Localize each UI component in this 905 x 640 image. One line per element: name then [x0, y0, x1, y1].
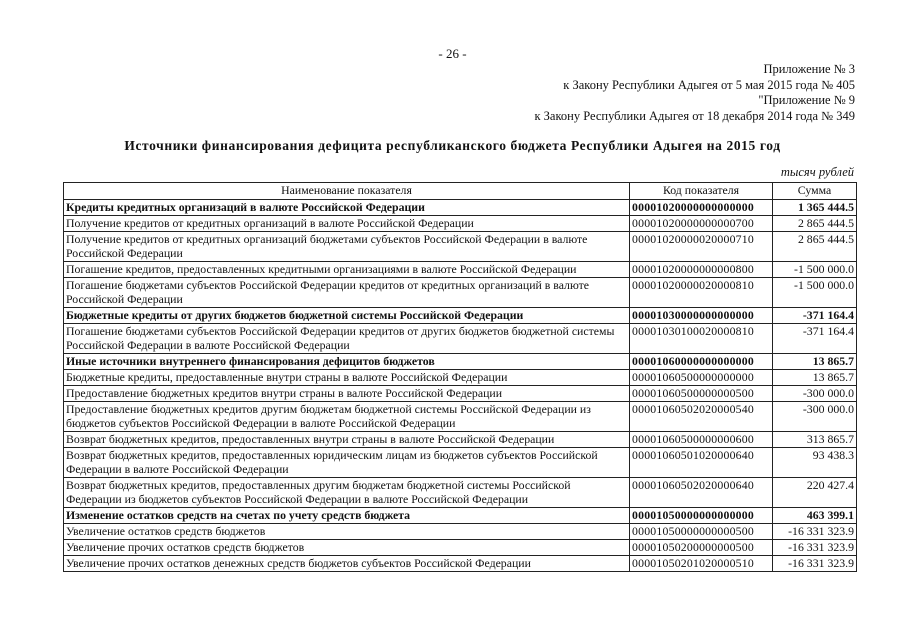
page-number: - 26 -: [438, 46, 467, 61]
cell-code: 00001060500000000500: [630, 386, 773, 402]
cell-name: Получение кредитов от кредитных организаций бюджетами субъектов Российской Федерации в валюте Российской Федерации: [64, 232, 630, 262]
cell-name: Получение кредитов от кредитных организаций в валюте Российской Федерации: [64, 216, 630, 232]
table-row: [64, 432, 857, 448]
table-row: [64, 540, 857, 556]
cell-code: 00001060502020000640: [630, 478, 773, 508]
cell-code: 00001020000000000700: [630, 216, 773, 232]
cell-sum: -16 331 323.9: [773, 540, 857, 556]
table-row: [64, 262, 857, 278]
cell-code: 00001060000000000000: [630, 354, 773, 370]
cell-sum: 463 399.1: [773, 508, 857, 524]
header-name: Наименование показателя: [64, 183, 630, 200]
cell-sum: 313 865.7: [773, 432, 857, 448]
table-row: [64, 200, 857, 216]
cell-code: 00001060502020000540: [630, 402, 773, 432]
cell-sum: 1 365 444.5: [773, 200, 857, 216]
cell-code: 00001060501020000640: [630, 448, 773, 478]
cell-name: Бюджетные кредиты, предоставленные внутри страны в валюте Российской Федерации: [64, 370, 630, 386]
table-row: [64, 232, 857, 262]
table-row: [64, 524, 857, 540]
cell-sum: -371 164.4: [773, 324, 857, 354]
cell-name: Погашение бюджетами субъектов Российской Федерации кредитов от других бюджетов бюджетной системы Российской Федерации в валюте Российской Федерации: [64, 324, 630, 354]
cell-sum: 93 438.3: [773, 448, 857, 478]
cell-sum: -1 500 000.0: [773, 262, 857, 278]
cell-name: Возврат бюджетных кредитов, предоставленных юридическим лицам из бюджетов субъектов Российской Федерации в валюте Российской Федерации: [64, 448, 630, 478]
table-row: [64, 508, 857, 524]
cell-name: Погашение кредитов, предоставленных кредитными организациями в валюте Российской Федерации: [64, 262, 630, 278]
table-row: [64, 556, 857, 572]
appendix-line: "Приложение № 9: [758, 93, 855, 107]
cell-sum: -300 000.0: [773, 402, 857, 432]
budget-table: [63, 182, 857, 572]
table-row: [64, 478, 857, 508]
cell-sum: -16 331 323.9: [773, 524, 857, 540]
cell-code: 00001030000000000000: [630, 308, 773, 324]
table-header-row: [64, 183, 857, 200]
cell-sum: -300 000.0: [773, 386, 857, 402]
appendix-line: к Закону Республики Адыгея от 5 мая 2015 года № 405: [563, 77, 855, 92]
document-title: Источники финансирования дефицита республиканского бюджета Республики Адыгея на 2015 год: [124, 138, 781, 153]
cell-sum: 13 865.7: [773, 354, 857, 370]
cell-name: Возврат бюджетных кредитов, предоставленных внутри страны в валюте Российской Федерации: [64, 432, 630, 448]
cell-name: Увеличение прочих остатков денежных средств бюджетов субъектов Российской Федерации: [64, 556, 630, 572]
table-row: [64, 278, 857, 308]
cell-name: Бюджетные кредиты от других бюджетов бюджетной системы Российской Федерации: [64, 308, 630, 324]
appendix-line: к Закону Республики Адыгея от 18 декабря 2014 года № 349: [534, 108, 855, 123]
cell-code: 00001030100020000810: [630, 324, 773, 354]
cell-code: 00001060500000000000: [630, 370, 773, 386]
cell-name: Увеличение остатков средств бюджетов: [64, 524, 630, 540]
cell-sum: -16 331 323.9: [773, 556, 857, 572]
table-row: [64, 448, 857, 478]
cell-code: 00001050000000000000: [630, 508, 773, 524]
cell-name: Предоставление бюджетных кредитов внутри страны в валюте Российской Федерации: [64, 386, 630, 402]
table-row: [64, 324, 857, 354]
cell-code: 00001020000000000800: [630, 262, 773, 278]
header-sum: Сумма: [773, 183, 857, 200]
cell-name: Кредиты кредитных организаций в валюте Российской Федерации: [64, 200, 630, 216]
cell-code: 00001020000000000000: [630, 200, 773, 216]
cell-sum: 13 865.7: [773, 370, 857, 386]
cell-sum: -1 500 000.0: [773, 278, 857, 308]
table-row: [64, 370, 857, 386]
cell-sum: 220 427.4: [773, 478, 857, 508]
cell-name: Иные источники внутреннего финансирования дефицитов бюджетов: [64, 354, 630, 370]
header-code: Код показателя: [630, 183, 773, 200]
cell-name: Изменение остатков средств на счетах по учету средств бюджета: [64, 508, 630, 524]
table-row: [64, 386, 857, 402]
cell-name: Погашение бюджетами субъектов Российской Федерации кредитов от кредитных организаций в валюте Российской Федерации: [64, 278, 630, 308]
table-row: [64, 354, 857, 370]
cell-name: Возврат бюджетных кредитов, предоставленных другим бюджетам бюджетной системы Российской Федерации из бюджетов субъектов Российской Федерации в валюте Российской Федерации: [64, 478, 630, 508]
units-label: тысяч рублей: [780, 165, 854, 179]
table-row: [64, 402, 857, 432]
cell-code: 00001050200000000500: [630, 540, 773, 556]
cell-name: Увеличение прочих остатков средств бюджетов: [64, 540, 630, 556]
cell-sum: -371 164.4: [773, 308, 857, 324]
cell-code: 00001060500000000600: [630, 432, 773, 448]
appendix-header: [534, 62, 855, 124]
cell-code: 00001050201020000510: [630, 556, 773, 572]
cell-code: 00001020000020000810: [630, 278, 773, 308]
cell-sum: 2 865 444.5: [773, 216, 857, 232]
table-row: [64, 216, 857, 232]
table-body: [64, 200, 857, 572]
cell-sum: 2 865 444.5: [773, 232, 857, 262]
cell-code: 00001050000000000500: [630, 524, 773, 540]
table-row: [64, 308, 857, 324]
appendix-line: Приложение № 3: [763, 62, 855, 76]
cell-name: Предоставление бюджетных кредитов другим бюджетам бюджетной системы Российской Федерации из бюджетов субъектов Российской Федерации в валюте Российской Федерации: [64, 402, 630, 432]
cell-code: 00001020000020000710: [630, 232, 773, 262]
